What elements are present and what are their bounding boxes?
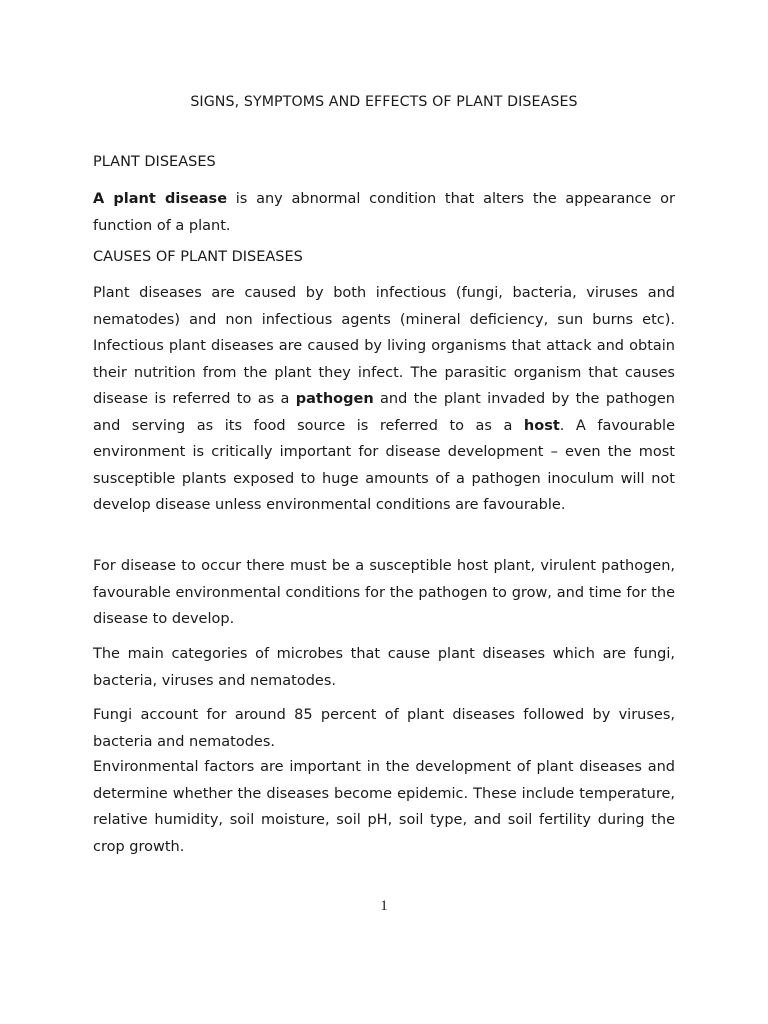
definition-text: is any abnormal condition that alters the appearance or function of a plant. xyxy=(93,191,675,234)
microbe-categories-paragraph: The main categories of microbes that cause plant diseases which are fungi, bacteria, viruses and nematodes. xyxy=(93,646,675,689)
page-number: 1 xyxy=(380,898,388,914)
causes-text-part1: Plant diseases are caused by both infectious (fungi, bacteria, viruses and nematodes) and non infectious agents (mineral deficiency, sun burns etc). Infectious plant diseases are caused by living organisms that attack and obtain their nutrition from the plant they infect. The parasitic organism that causes disease is referred to as a xyxy=(93,285,675,407)
definition-paragraph xyxy=(93,186,675,239)
disease-conditions-paragraph: For disease to occur there must be a susceptible host plant, virulent pathogen, favourable environmental conditions for the pathogen to grow, and time for the disease to develop. xyxy=(93,558,675,627)
causes-paragraph xyxy=(93,280,675,519)
document-title: SIGNS, SYMPTOMS AND EFFECTS OF PLANT DISEASES xyxy=(190,94,578,110)
fungi-share-paragraph: Fungi account for around 85 percent of plant diseases followed by viruses, bacteria and nematodes. xyxy=(93,707,675,750)
definition-term: A plant disease xyxy=(93,191,228,207)
environmental-factors-paragraph: Environmental factors are important in the development of plant diseases and determine whether the diseases become epidemic. These include temperature, relative humidity, soil moisture, soil pH, soil type, and soil fertility during the crop growth. xyxy=(93,759,675,855)
term-pathogen: pathogen xyxy=(295,391,374,407)
section-heading-causes: CAUSES OF PLANT DISEASES xyxy=(93,249,303,265)
section-heading-plant-diseases: PLANT DISEASES xyxy=(93,154,216,170)
term-host: host xyxy=(523,417,560,434)
causes-text-part2: and the plant invaded by the pathogen and serving as its food source is referred to as a xyxy=(93,391,675,434)
causes-text-part3: . A favourable environment is critically important for disease development – even the most susceptible plants exposed to huge amounts of a pathogen inoculum will not develop disease unless environmental conditions are favourable. xyxy=(93,417,675,513)
